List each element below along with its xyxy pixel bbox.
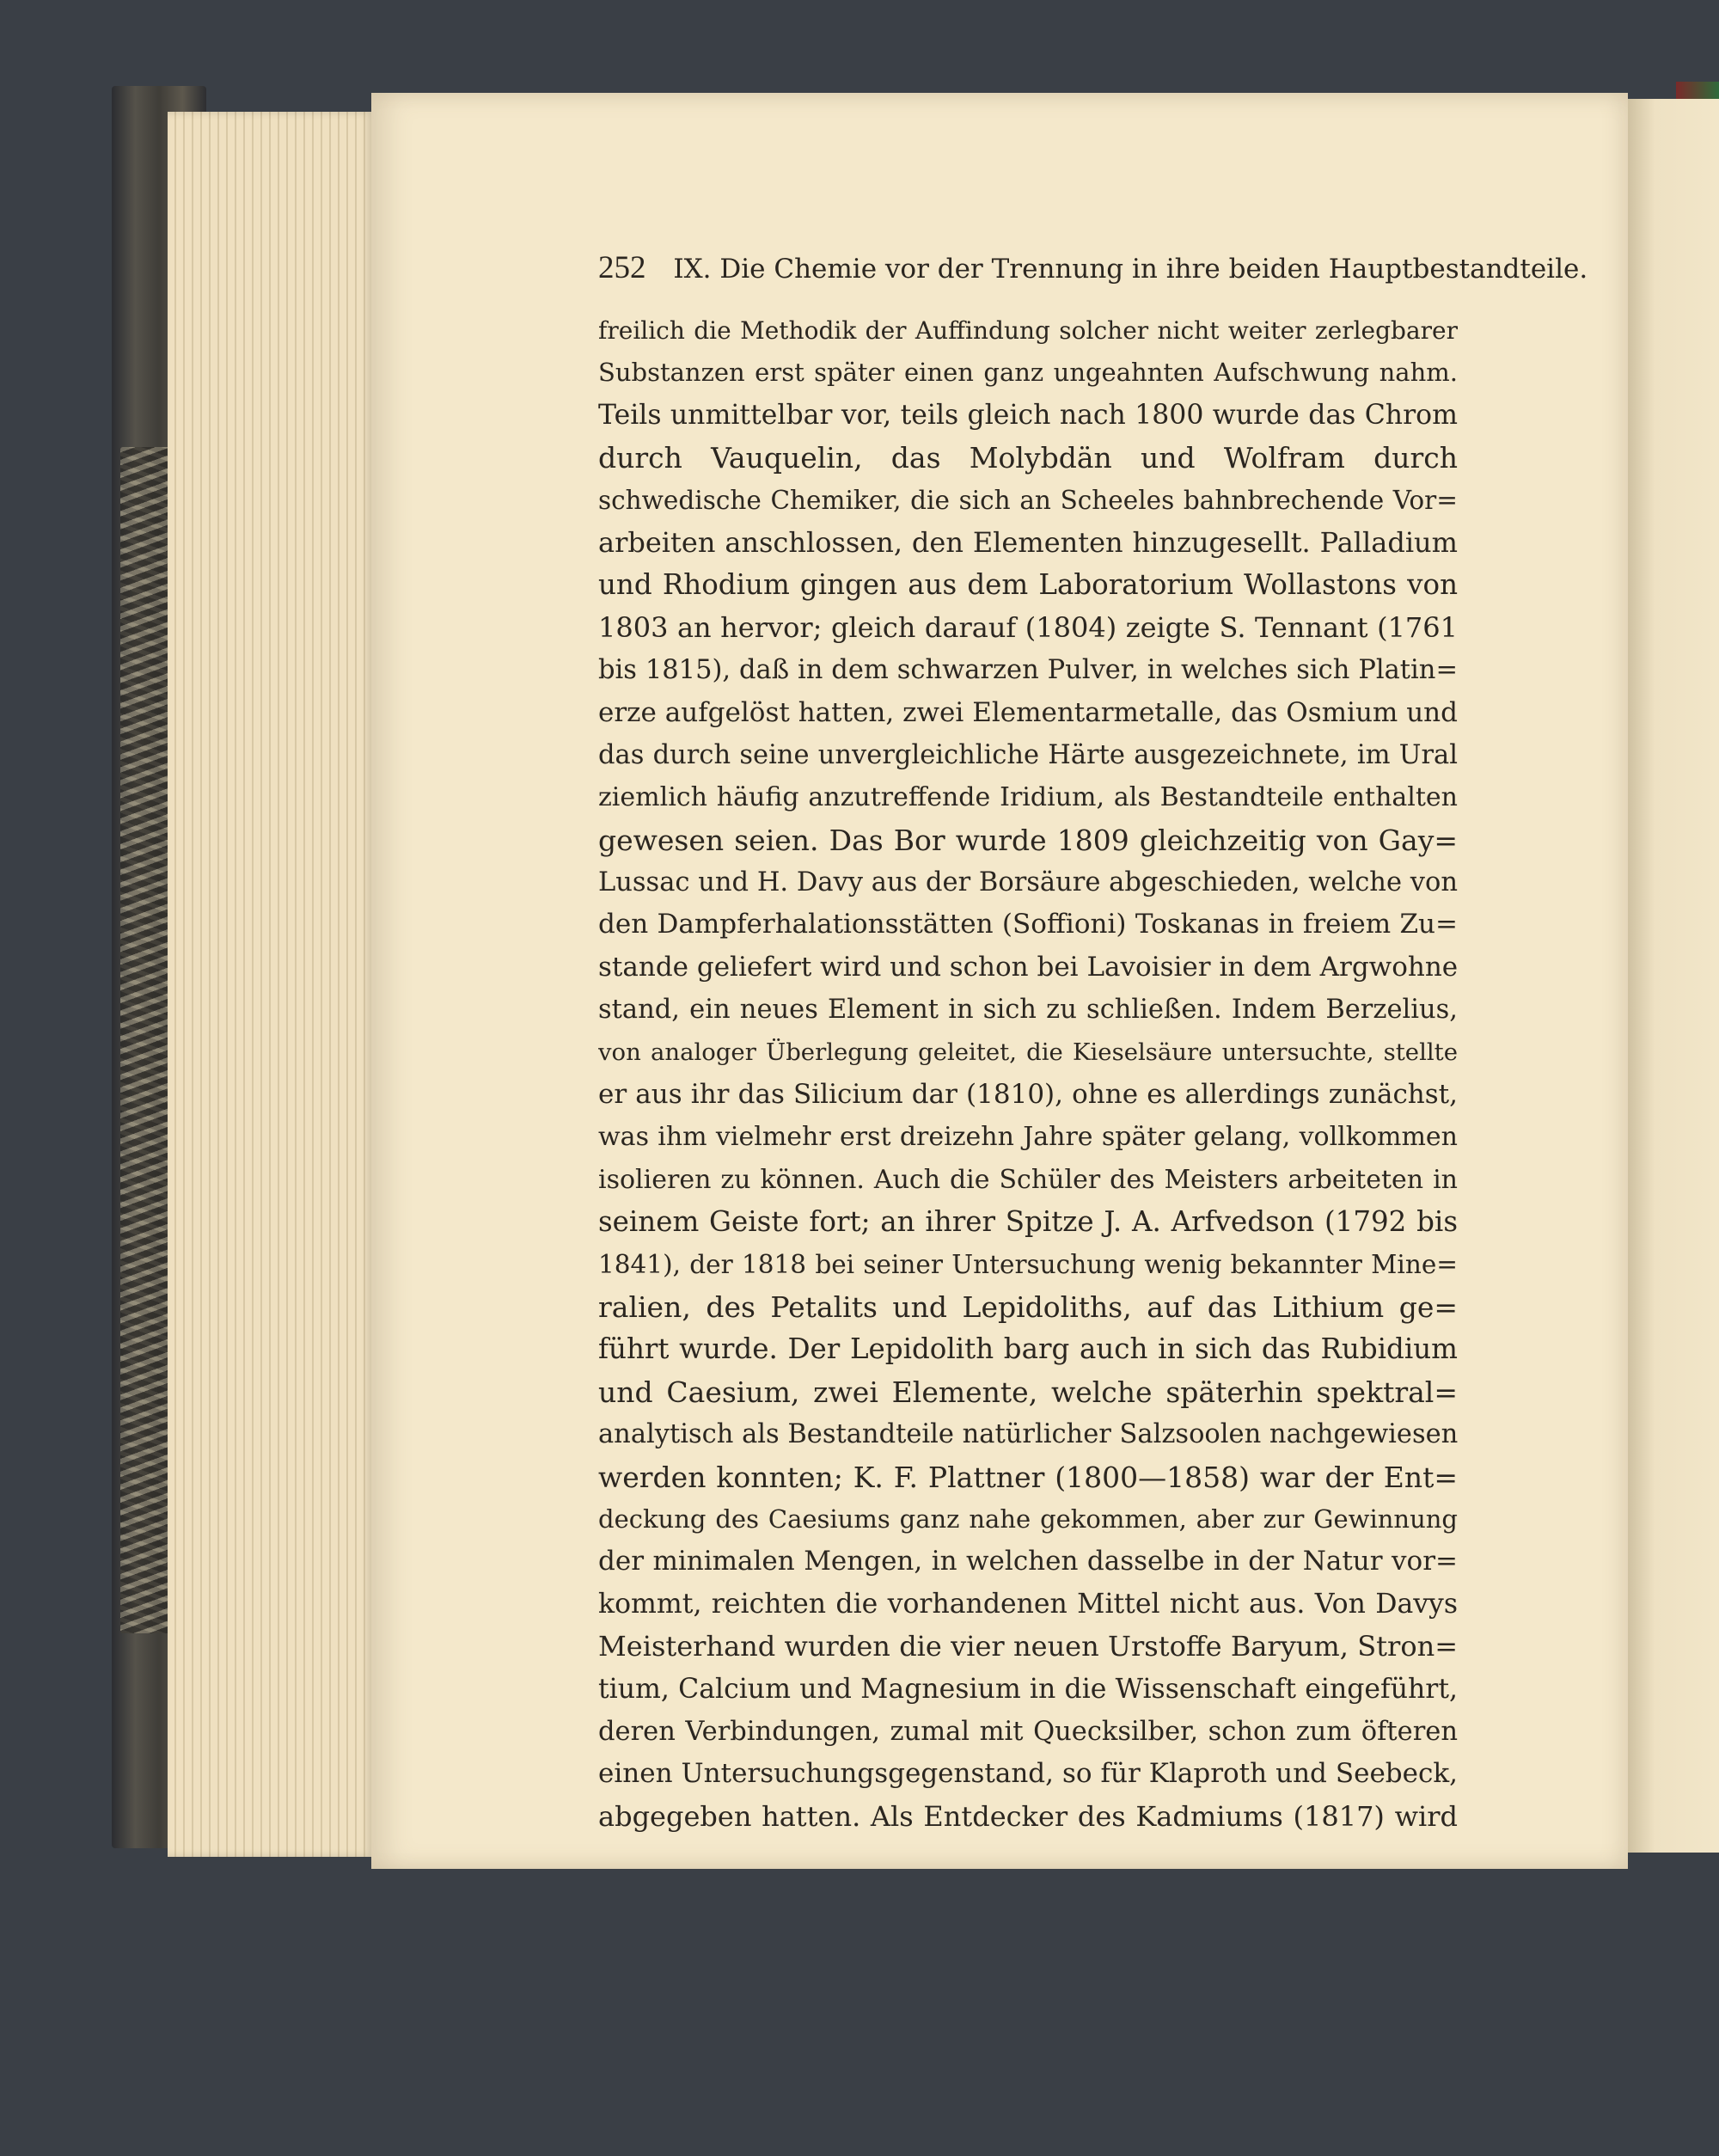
running-title: IX. Die Chemie vor der Trennung in ihre beiden Hauptbestandteile. [673, 254, 1588, 285]
text-line: 1803 an hervor; gleich darauf (1804) zeigte S. Tennant (1761 [598, 610, 1458, 644]
text-line: werden konnten; K. F. Plattner (1800—1858) war der Ent= [598, 1460, 1458, 1494]
text-line: Lussac und H. Davy aus der Borsäure abgeschieden, welche von [598, 867, 1458, 898]
text-line: stand, ein neues Element in sich zu schließen. Indem Berzelius, [598, 995, 1458, 1026]
text-line: und Rhodium gingen aus dem Laboratorium Wollastons von [598, 568, 1458, 602]
text-line: erze aufgelöst hatten, zwei Elementarmetalle, das Osmium und [598, 696, 1458, 728]
text-line: analytisch als Bestandteile natürlicher Salzsoolen nachgewiesen [598, 1419, 1458, 1450]
bookmark-ribbon [1676, 82, 1719, 99]
text-line: abgegeben hatten. Als Entdecker des Kadmiums (1817) wird [598, 1799, 1458, 1833]
text-line: das durch seine unvergleichliche Härte ausgezeichnete, im Ural [598, 739, 1458, 770]
text-line: bis 1815), daß in dem schwarzen Pulver, in welches sich Platin= [598, 655, 1458, 686]
page-number: 252 [598, 250, 646, 285]
text-line: schwedische Chemiker, die sich an Scheeles bahnbrechende Vor= [598, 485, 1458, 515]
page-edges [168, 112, 374, 1857]
text-line: der minimalen Mengen, in welchen dasselbe in der Natur vor= [598, 1546, 1458, 1577]
body-text [598, 309, 1458, 1838]
text-line: er aus ihr das Silicium dar (1810), ohne es allerdings zunächst, [598, 1079, 1458, 1111]
text-line: Meisterhand wurden die vier neuen Urstoffe Baryum, Stron= [598, 1630, 1458, 1663]
text-line: deckung des Caesiums ganz nahe gekommen, aber zur Gewinnung [598, 1504, 1458, 1534]
text-line: Substanzen erst später einen ganz ungeahnten Aufschwung nahm. [598, 358, 1458, 388]
text-line: 1841), der 1818 bei seiner Untersuchung wenig bekannter Mine= [598, 1249, 1458, 1279]
text-line: einen Untersuchungsgegenstand, so für Klaproth und Seebeck, [598, 1758, 1458, 1790]
running-header [598, 249, 1588, 286]
facing-page-edge [1628, 99, 1719, 1853]
text-line: seinem Geiste fort; an ihrer Spitze J. A. Arfvedson (1792 bis [598, 1205, 1458, 1239]
text-line: den Dampferhalationsstätten (Soffioni) Toskanas in freiem Zu= [598, 909, 1458, 940]
text-line: von analoger Überlegung geleitet, die Kieselsäure untersuchte, stellte [598, 1038, 1458, 1066]
text-line: freilich die Methodik der Auffindung solcher nicht weiter zerlegbarer [598, 316, 1458, 345]
text-line: deren Verbindungen, zumal mit Quecksilber, schon zum öfteren [598, 1716, 1458, 1747]
text-line: ralien, des Petalits und Lepidoliths, auf das Lithium ge= [598, 1289, 1458, 1324]
text-line: führt wurde. Der Lepidolith barg auch in sich das Rubidium [598, 1332, 1458, 1366]
text-line: isolieren zu können. Auch die Schüler des Meisters arbeiteten in [598, 1164, 1458, 1195]
text-line: Teils unmittelbar vor, teils gleich nach 1800 wurde das Chrom [598, 399, 1458, 431]
text-line: was ihm vielmehr erst dreizehn Jahre später gelang, vollkommen [598, 1122, 1458, 1153]
text-line: und Caesium, zwei Elemente, welche späterhin spektral= [598, 1375, 1458, 1409]
text-line: ziemlich häufig anzutreffende Iridium, als Bestandteile enthalten [598, 782, 1458, 813]
text-line: kommt, reichten die vorhandenen Mittel nicht aus. Von Davys [598, 1588, 1458, 1620]
text-line: gewesen seien. Das Bor wurde 1809 gleichzeitig von Gay= [598, 823, 1458, 857]
text-line: arbeiten anschlossen, den Elementen hinzugesellt. Palladium [598, 525, 1458, 559]
text-line: durch Vauquelin, das Molybdän und Wolfram durch [598, 441, 1458, 475]
text-line: tium, Calcium und Magnesium in die Wissenschaft eingeführt, [598, 1673, 1458, 1705]
text-line: stande geliefert wird und schon bei Lavoisier in dem Argwohne [598, 951, 1458, 983]
